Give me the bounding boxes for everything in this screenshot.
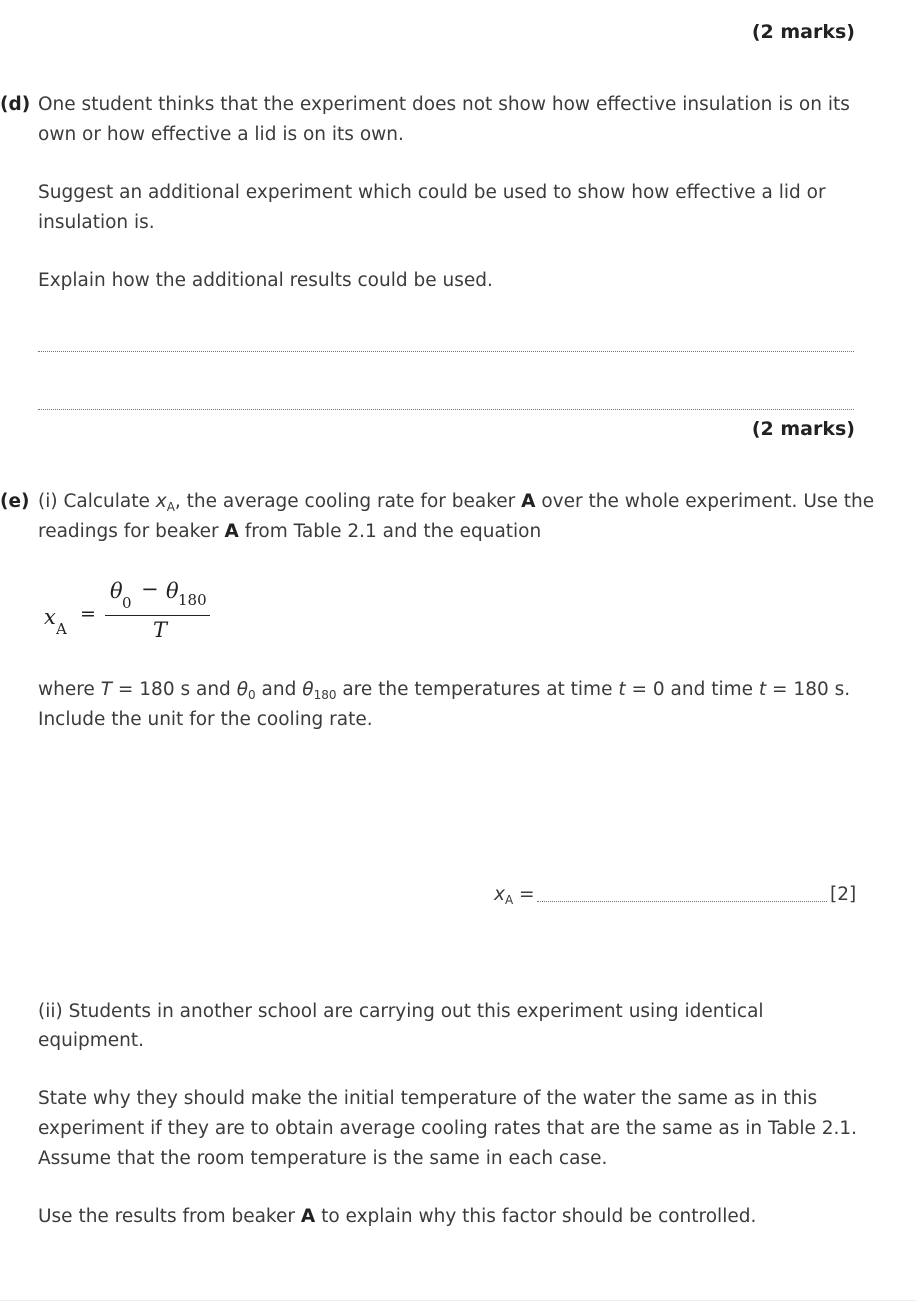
part-d-suggest-line2: insulation is. [38,212,155,233]
eq-denominator: T [153,618,168,642]
part-e-i-line2 [38,517,541,547]
answer-x-sub: A [504,893,514,907]
marks-label-top: (2 marks) [751,21,855,43]
answer-line-2[interactable] [38,409,854,410]
state-line2: experiment if they are to obtain average cooling rates that are the same as in Table 2.1. [38,1118,858,1139]
part-d-label: (d) [0,94,31,115]
part-e-i-line1-text-b: , the average cooling rate for beaker [174,491,522,512]
answer-x: x [494,884,505,905]
beaker-a-bold: A [521,491,536,512]
part-d-suggest-line1: Suggest an additional experiment which could be used to show how effective a lid or [38,182,826,203]
answer-line-1[interactable] [38,351,854,352]
where-text-e: = 180 s. [766,679,851,700]
use-text-b: to explain why this factor should be controlled. [315,1206,757,1227]
answer-marks: [2] [830,884,857,905]
use-results-line [38,1202,756,1232]
include-unit-line: Include the unit for the cooling rate. [38,709,373,730]
part-e-label: (e) [0,491,30,512]
eq-sub-0: 0 [122,594,132,612]
x-a-subscript: A [166,500,175,514]
eq-lhs-x: x [44,605,56,629]
where-theta-0: θ [236,679,249,700]
eq-equals: = [80,603,96,625]
part-d-line1: One student thinks that the experiment does not show how effective insulation is on its [38,94,850,115]
part-e-ii-line2: equipment. [38,1030,144,1051]
answer-xa-label [494,880,535,910]
beaker-a-bold-2: A [224,521,239,542]
eq-sub-180: 180 [178,591,207,609]
answer-equals: = [513,884,535,905]
where-text-c: are the temperatures at time [336,679,619,700]
part-e-i-line1-text-a: (i) Calculate [38,491,156,512]
where-text-a: where [38,679,101,700]
part-d-explain: Explain how the additional results could be used. [38,270,493,291]
x-a-symbol: x [155,491,167,512]
part-e-ii-line1: (ii) Students in another school are carrying out this experiment using identical [38,1001,764,1022]
state-line1: State why they should make the initial temperature of the water the same as in this [38,1088,818,1109]
eq-lhs-sub: A [56,620,67,638]
eq-theta-0: θ [110,579,123,603]
beaker-a-bold-3: A [300,1206,316,1227]
eq-theta-180: θ [166,579,179,603]
where-line [38,675,850,705]
state-line3: Assume that the room temperature is the same in each case. [38,1148,608,1169]
eq-minus: − [141,577,159,601]
where-sub-180: 180 [313,688,337,702]
use-text-a: Use the results from beaker [38,1206,301,1227]
where-text-d: = 0 and time [625,679,759,700]
part-e-i-line2-text-a: readings for beaker [38,521,225,542]
part-d-line2: own or how effective a lid is on its own. [38,124,404,145]
where-t-2: t [758,679,767,700]
where-sub-0: 0 [248,688,256,702]
where-and: and [255,679,303,700]
where-theta-180: θ [302,679,314,700]
part-e-i-line1-text-c: over the whole experiment. Use the [535,491,875,512]
cooling-rate-equation [38,570,238,650]
page-bottom-divider [0,1300,917,1301]
where-t-1: t [618,679,626,700]
part-e-i-line2-text-b: from Table 2.1 and the equation [238,521,542,542]
answer-xa-input[interactable] [537,901,827,902]
where-text-b: = 180 s and [112,679,237,700]
eq-fraction-bar [105,615,210,616]
part-d-marks: (2 marks) [751,418,855,440]
part-e-i-line1 [38,487,874,517]
where-T: T [100,679,113,700]
